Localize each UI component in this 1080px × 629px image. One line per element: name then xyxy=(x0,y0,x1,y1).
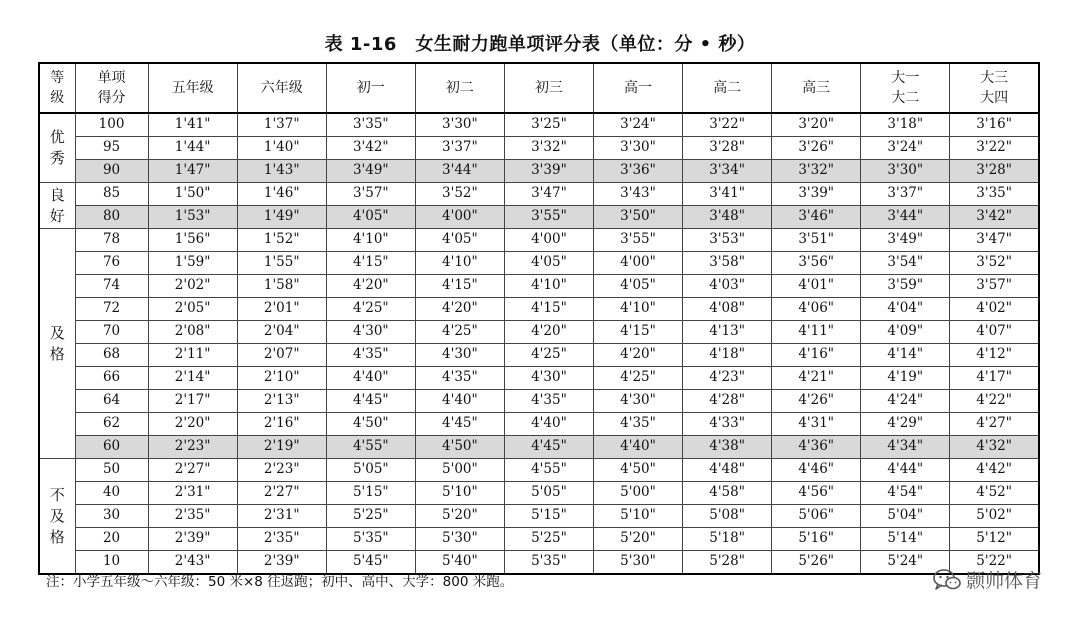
time-cell: 3'39" xyxy=(504,160,593,183)
header-grade xyxy=(772,63,861,113)
time-cell: 3'35" xyxy=(950,183,1039,206)
time-cell: 5'25" xyxy=(504,528,593,551)
time-cell: 4'35" xyxy=(504,390,593,413)
time-cell: 4'40" xyxy=(593,436,682,459)
time-cell: 2'23" xyxy=(237,459,326,482)
time-cell: 4'01" xyxy=(772,275,861,298)
time-cell: 5'40" xyxy=(415,551,504,575)
score-cell: 74 xyxy=(75,275,148,298)
time-cell: 5'35" xyxy=(504,551,593,575)
time-cell: 1'58" xyxy=(237,275,326,298)
score-table-container xyxy=(38,62,1040,570)
level-label xyxy=(39,183,75,229)
time-cell: 5'02" xyxy=(950,505,1039,528)
time-cell: 5'06" xyxy=(772,505,861,528)
time-cell: 3'51" xyxy=(772,229,861,252)
time-cell: 2'04" xyxy=(237,321,326,344)
time-cell: 4'30" xyxy=(415,344,504,367)
table-row xyxy=(39,160,1039,183)
time-cell: 3'43" xyxy=(593,183,682,206)
time-cell: 2'05" xyxy=(148,298,237,321)
time-cell: 3'30" xyxy=(415,113,504,137)
time-cell: 4'10" xyxy=(326,229,415,252)
time-cell: 5'05" xyxy=(326,459,415,482)
time-cell: 3'42" xyxy=(950,206,1039,229)
time-cell: 2'43" xyxy=(148,551,237,575)
level-label xyxy=(39,459,75,575)
time-cell: 3'57" xyxy=(326,183,415,206)
header-grade xyxy=(148,63,237,113)
time-cell: 4'30" xyxy=(326,321,415,344)
time-cell: 2'27" xyxy=(148,459,237,482)
time-cell: 3'22" xyxy=(683,113,772,137)
time-cell: 1'49" xyxy=(237,206,326,229)
header-line: 高三 xyxy=(802,80,831,96)
score-table xyxy=(38,62,1040,575)
time-cell: 3'53" xyxy=(683,229,772,252)
header-line: 高二 xyxy=(713,80,742,96)
header-line: 大一 xyxy=(891,70,920,86)
time-cell: 4'20" xyxy=(415,298,504,321)
time-cell: 5'10" xyxy=(415,482,504,505)
time-cell: 5'15" xyxy=(504,505,593,528)
time-cell: 1'53" xyxy=(148,206,237,229)
time-cell: 4'35" xyxy=(593,413,682,436)
table-row xyxy=(39,252,1039,275)
level-label xyxy=(39,229,75,459)
time-cell: 1'40" xyxy=(237,137,326,160)
time-cell: 1'56" xyxy=(148,229,237,252)
time-cell: 2'23" xyxy=(148,436,237,459)
time-cell: 2'27" xyxy=(237,482,326,505)
time-cell: 4'12" xyxy=(950,344,1039,367)
time-cell: 3'52" xyxy=(415,183,504,206)
header-grade xyxy=(683,63,772,113)
time-cell: 5'08" xyxy=(683,505,772,528)
table-row xyxy=(39,482,1039,505)
table-row xyxy=(39,505,1039,528)
table-row xyxy=(39,367,1039,390)
time-cell: 4'55" xyxy=(326,436,415,459)
table-row xyxy=(39,321,1039,344)
time-cell: 4'17" xyxy=(950,367,1039,390)
score-cell: 90 xyxy=(75,160,148,183)
time-cell: 3'20" xyxy=(772,113,861,137)
level-char: 良 xyxy=(49,185,65,204)
time-cell: 5'25" xyxy=(326,505,415,528)
table-row xyxy=(39,113,1039,137)
time-cell: 5'35" xyxy=(326,528,415,551)
header-line: 大三 xyxy=(980,70,1009,86)
time-cell: 3'37" xyxy=(861,183,950,206)
time-cell: 4'10" xyxy=(504,275,593,298)
time-cell: 4'19" xyxy=(861,367,950,390)
time-cell: 4'40" xyxy=(504,413,593,436)
watermark-text: 颢帅体育 xyxy=(965,570,1042,592)
header-score xyxy=(75,63,148,113)
header-grade xyxy=(326,63,415,113)
time-cell: 4'33" xyxy=(683,413,772,436)
score-cell: 68 xyxy=(75,344,148,367)
time-cell: 4'55" xyxy=(504,459,593,482)
score-cell: 72 xyxy=(75,298,148,321)
time-cell: 3'25" xyxy=(504,113,593,137)
time-cell: 5'20" xyxy=(593,528,682,551)
time-cell: 3'22" xyxy=(950,137,1039,160)
time-cell: 4'02" xyxy=(950,298,1039,321)
score-cell: 60 xyxy=(75,436,148,459)
time-cell: 2'31" xyxy=(237,505,326,528)
time-cell: 5'14" xyxy=(861,528,950,551)
time-cell: 4'30" xyxy=(593,390,682,413)
time-cell: 3'49" xyxy=(861,229,950,252)
time-cell: 4'25" xyxy=(415,321,504,344)
time-cell: 3'32" xyxy=(504,137,593,160)
time-cell: 4'58" xyxy=(683,482,772,505)
time-cell: 3'28" xyxy=(950,160,1039,183)
time-cell: 1'55" xyxy=(237,252,326,275)
time-cell: 4'04" xyxy=(861,298,950,321)
time-cell: 3'41" xyxy=(683,183,772,206)
time-cell: 4'10" xyxy=(415,252,504,275)
time-cell: 5'10" xyxy=(593,505,682,528)
header-level xyxy=(39,63,75,113)
time-cell: 5'05" xyxy=(504,482,593,505)
time-cell: 2'11" xyxy=(148,344,237,367)
time-cell: 4'21" xyxy=(772,367,861,390)
time-cell: 2'17" xyxy=(148,390,237,413)
watermark xyxy=(932,566,1042,593)
time-cell: 4'13" xyxy=(683,321,772,344)
table-row xyxy=(39,459,1039,482)
score-cell: 20 xyxy=(75,528,148,551)
time-cell: 2'39" xyxy=(148,528,237,551)
time-cell: 2'35" xyxy=(237,528,326,551)
time-cell: 4'24" xyxy=(861,390,950,413)
header-line: 高一 xyxy=(624,80,653,96)
time-cell: 4'48" xyxy=(683,459,772,482)
time-cell: 3'37" xyxy=(415,137,504,160)
header-line: 等 xyxy=(50,70,65,86)
time-cell: 3'47" xyxy=(504,183,593,206)
time-cell: 4'35" xyxy=(415,367,504,390)
header-grade xyxy=(593,63,682,113)
time-cell: 4'29" xyxy=(861,413,950,436)
level-char: 不 xyxy=(49,485,65,504)
time-cell: 4'06" xyxy=(772,298,861,321)
time-cell: 4'15" xyxy=(415,275,504,298)
time-cell: 5'24" xyxy=(861,551,950,575)
time-cell: 5'00" xyxy=(593,482,682,505)
time-cell: 3'44" xyxy=(415,160,504,183)
time-cell: 2'19" xyxy=(237,436,326,459)
time-cell: 4'05" xyxy=(504,252,593,275)
time-cell: 4'22" xyxy=(950,390,1039,413)
time-cell: 5'04" xyxy=(861,505,950,528)
time-cell: 3'39" xyxy=(772,183,861,206)
time-cell: 1'37" xyxy=(237,113,326,137)
time-cell: 5'28" xyxy=(683,551,772,575)
time-cell: 4'50" xyxy=(593,459,682,482)
time-cell: 3'16" xyxy=(950,113,1039,137)
level-char: 格 xyxy=(49,344,65,363)
header-line: 初二 xyxy=(445,80,474,96)
time-cell: 4'34" xyxy=(861,436,950,459)
time-cell: 5'22" xyxy=(950,551,1039,575)
time-cell: 3'55" xyxy=(593,229,682,252)
time-cell: 4'56" xyxy=(772,482,861,505)
time-cell: 4'15" xyxy=(504,298,593,321)
time-cell: 3'56" xyxy=(772,252,861,275)
table-body xyxy=(39,113,1039,574)
time-cell: 4'15" xyxy=(326,252,415,275)
time-cell: 4'10" xyxy=(593,298,682,321)
score-cell: 50 xyxy=(75,459,148,482)
header-line: 大二 xyxy=(891,90,920,106)
time-cell: 4'44" xyxy=(861,459,950,482)
time-cell: 4'50" xyxy=(326,413,415,436)
time-cell: 3'35" xyxy=(326,113,415,137)
time-cell: 5'15" xyxy=(326,482,415,505)
score-cell: 100 xyxy=(75,113,148,137)
time-cell: 4'05" xyxy=(415,229,504,252)
time-cell: 4'09" xyxy=(861,321,950,344)
time-cell: 2'01" xyxy=(237,298,326,321)
time-cell: 4'14" xyxy=(861,344,950,367)
time-cell: 4'40" xyxy=(326,367,415,390)
time-cell: 4'00" xyxy=(415,206,504,229)
table-row xyxy=(39,206,1039,229)
score-cell: 64 xyxy=(75,390,148,413)
time-cell: 4'07" xyxy=(950,321,1039,344)
time-cell: 2'31" xyxy=(148,482,237,505)
time-cell: 1'43" xyxy=(237,160,326,183)
time-cell: 3'59" xyxy=(861,275,950,298)
header-line: 得分 xyxy=(97,90,126,106)
time-cell: 4'52" xyxy=(950,482,1039,505)
table-row xyxy=(39,344,1039,367)
header-line: 六年级 xyxy=(260,80,303,96)
header-grade xyxy=(237,63,326,113)
header-line: 五年级 xyxy=(171,80,214,96)
table-row xyxy=(39,229,1039,252)
level-label xyxy=(39,113,75,183)
time-cell: 3'26" xyxy=(772,137,861,160)
level-char: 优 xyxy=(49,128,65,146)
time-cell: 3'18" xyxy=(861,113,950,137)
table-row xyxy=(39,183,1039,206)
time-cell: 4'26" xyxy=(772,390,861,413)
header-line: 单项 xyxy=(97,70,126,86)
table-row xyxy=(39,298,1039,321)
time-cell: 3'42" xyxy=(326,137,415,160)
time-cell: 4'42" xyxy=(950,459,1039,482)
time-cell: 4'38" xyxy=(683,436,772,459)
score-cell: 62 xyxy=(75,413,148,436)
time-cell: 4'28" xyxy=(683,390,772,413)
time-cell: 5'16" xyxy=(772,528,861,551)
time-cell: 4'25" xyxy=(593,367,682,390)
time-cell: 4'35" xyxy=(326,344,415,367)
time-cell: 4'46" xyxy=(772,459,861,482)
level-char: 秀 xyxy=(49,149,65,167)
table-row xyxy=(39,436,1039,459)
time-cell: 4'15" xyxy=(593,321,682,344)
time-cell: 4'00" xyxy=(504,229,593,252)
table-row xyxy=(39,413,1039,436)
time-cell: 4'30" xyxy=(504,367,593,390)
time-cell: 3'32" xyxy=(772,160,861,183)
time-cell: 4'50" xyxy=(415,436,504,459)
time-cell: 3'30" xyxy=(593,137,682,160)
time-cell: 2'02" xyxy=(148,275,237,298)
score-cell: 70 xyxy=(75,321,148,344)
time-cell: 3'44" xyxy=(861,206,950,229)
time-cell: 4'31" xyxy=(772,413,861,436)
level-char: 格 xyxy=(49,527,65,546)
time-cell: 4'25" xyxy=(326,298,415,321)
time-cell: 4'18" xyxy=(683,344,772,367)
time-cell: 3'52" xyxy=(950,252,1039,275)
time-cell: 5'00" xyxy=(415,459,504,482)
time-cell: 4'16" xyxy=(772,344,861,367)
time-cell: 4'05" xyxy=(326,206,415,229)
header-grade xyxy=(415,63,504,113)
time-cell: 1'59" xyxy=(148,252,237,275)
time-cell: 3'47" xyxy=(950,229,1039,252)
header-line: 大四 xyxy=(980,90,1009,106)
time-cell: 2'35" xyxy=(148,505,237,528)
time-cell: 3'54" xyxy=(861,252,950,275)
time-cell: 4'20" xyxy=(593,344,682,367)
time-cell: 3'30" xyxy=(861,160,950,183)
time-cell: 3'55" xyxy=(504,206,593,229)
header-line: 级 xyxy=(50,90,65,106)
time-cell: 2'39" xyxy=(237,551,326,575)
score-cell: 85 xyxy=(75,183,148,206)
time-cell: 2'20" xyxy=(148,413,237,436)
time-cell: 3'49" xyxy=(326,160,415,183)
score-cell: 76 xyxy=(75,252,148,275)
time-cell: 4'54" xyxy=(861,482,950,505)
time-cell: 5'20" xyxy=(415,505,504,528)
header-grade xyxy=(950,63,1039,113)
time-cell: 1'47" xyxy=(148,160,237,183)
time-cell: 4'20" xyxy=(504,321,593,344)
time-cell: 2'07" xyxy=(237,344,326,367)
time-cell: 5'26" xyxy=(772,551,861,575)
time-cell: 4'08" xyxy=(683,298,772,321)
time-cell: 3'34" xyxy=(683,160,772,183)
time-cell: 3'57" xyxy=(950,275,1039,298)
time-cell: 4'45" xyxy=(415,413,504,436)
time-cell: 1'50" xyxy=(148,183,237,206)
time-cell: 3'50" xyxy=(593,206,682,229)
time-cell: 4'36" xyxy=(772,436,861,459)
time-cell: 4'25" xyxy=(504,344,593,367)
level-char: 及 xyxy=(49,506,65,525)
time-cell: 1'46" xyxy=(237,183,326,206)
table-row xyxy=(39,528,1039,551)
table-header-row xyxy=(39,63,1039,113)
time-cell: 2'08" xyxy=(148,321,237,344)
table-footnote: 注：小学五年级～六年级：50 米×8 往返跑；初中、高中、大学：800 米跑。 xyxy=(46,574,514,590)
header-line: 初一 xyxy=(356,80,385,96)
time-cell: 2'14" xyxy=(148,367,237,390)
score-cell: 10 xyxy=(75,551,148,575)
time-cell: 4'23" xyxy=(683,367,772,390)
time-cell: 5'12" xyxy=(950,528,1039,551)
score-cell: 66 xyxy=(75,367,148,390)
time-cell: 4'45" xyxy=(326,390,415,413)
time-cell: 4'20" xyxy=(326,275,415,298)
level-char: 好 xyxy=(49,206,65,225)
time-cell: 5'30" xyxy=(415,528,504,551)
time-cell: 1'44" xyxy=(148,137,237,160)
time-cell: 1'52" xyxy=(237,229,326,252)
score-cell: 80 xyxy=(75,206,148,229)
time-cell: 4'05" xyxy=(593,275,682,298)
table-row xyxy=(39,275,1039,298)
time-cell: 3'48" xyxy=(683,206,772,229)
time-cell: 3'36" xyxy=(593,160,682,183)
table-row xyxy=(39,137,1039,160)
time-cell: 4'03" xyxy=(683,275,772,298)
time-cell: 4'27" xyxy=(950,413,1039,436)
time-cell: 5'45" xyxy=(326,551,415,575)
header-grade xyxy=(861,63,950,113)
time-cell: 4'11" xyxy=(772,321,861,344)
time-cell: 3'46" xyxy=(772,206,861,229)
time-cell: 2'13" xyxy=(237,390,326,413)
time-cell: 5'30" xyxy=(593,551,682,575)
score-cell: 40 xyxy=(75,482,148,505)
time-cell: 3'24" xyxy=(593,113,682,137)
header-line: 初三 xyxy=(534,80,563,96)
header-grade xyxy=(504,63,593,113)
time-cell: 2'16" xyxy=(237,413,326,436)
level-char: 及 xyxy=(49,323,65,342)
time-cell: 1'41" xyxy=(148,113,237,137)
time-cell: 4'00" xyxy=(593,252,682,275)
score-cell: 30 xyxy=(75,505,148,528)
time-cell: 4'32" xyxy=(950,436,1039,459)
time-cell: 5'18" xyxy=(683,528,772,551)
time-cell: 4'40" xyxy=(415,390,504,413)
score-cell: 78 xyxy=(75,229,148,252)
table-title: 表 1-16 女生耐力跑单项评分表（单位：分 • 秒） xyxy=(324,34,756,55)
time-cell: 3'24" xyxy=(861,137,950,160)
wechat-icon xyxy=(932,568,962,592)
time-cell: 2'10" xyxy=(237,367,326,390)
table-row xyxy=(39,390,1039,413)
time-cell: 3'28" xyxy=(683,137,772,160)
time-cell: 3'58" xyxy=(683,252,772,275)
score-cell: 95 xyxy=(75,137,148,160)
time-cell: 4'45" xyxy=(504,436,593,459)
